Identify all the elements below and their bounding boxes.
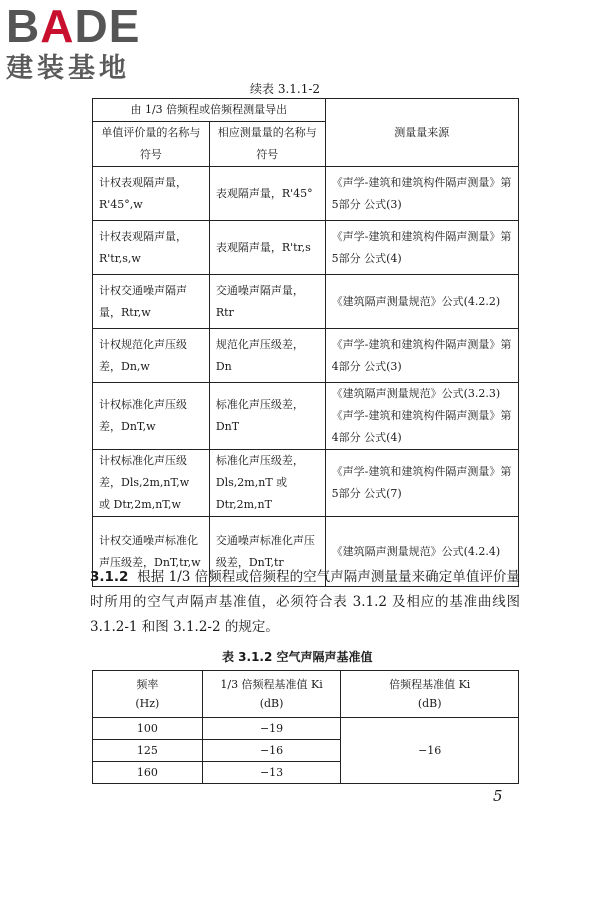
logo-accent-letter: A: [40, 0, 75, 52]
header-octave: [341, 671, 519, 718]
page-number: 5: [493, 787, 503, 805]
cell-source: 《建筑隔声测量规范》公式(4.2.4): [325, 517, 518, 587]
table-row: [93, 718, 519, 740]
table1-header-single-value: 单值评价量的名称与符号: [93, 122, 210, 167]
cell-single-value: 计权规范化声压级差，Dn,w: [93, 329, 210, 383]
header-third-octave-label: 1/3 倍频程基准值 Ki: [220, 678, 323, 691]
cell-octave-value: −16: [341, 718, 519, 784]
table-row: [93, 275, 519, 329]
cell-frequency: 160: [93, 762, 203, 784]
cell-measured: 交通噪声标准化声压级差，DnT,tr: [209, 517, 325, 587]
table1-header-source: 测量量来源: [325, 99, 518, 167]
cell-source: 《声学-建筑和建筑构件隔声测量》第5部分 公式(4): [325, 221, 518, 275]
cell-source: 《声学-建筑和建筑构件隔声测量》第5部分 公式(3): [325, 167, 518, 221]
cell-measured: 表观隔声量，R'45°: [209, 167, 325, 221]
table2-header-row: [93, 671, 519, 718]
cell-frequency: 100: [93, 718, 203, 740]
reference-values-table: [92, 670, 519, 784]
header-frequency-unit: (Hz): [135, 697, 160, 710]
cell-measured: 交通噪声隔声量，Rtr: [209, 275, 325, 329]
logo-tagline: 建装基地: [6, 53, 130, 84]
table-row: [93, 383, 519, 450]
header-third-octave-unit: (dB): [259, 697, 284, 710]
clause-number: 3.1.2: [90, 569, 129, 585]
header-octave-unit: (dB): [417, 697, 442, 710]
cell-measured: 标准化声压级差，Dls,2m,nT 或 Dtr,2m,nT: [209, 450, 325, 517]
logo-letter-b: B: [6, 0, 41, 52]
cell-source: 《建筑隔声测量规范》公式(4.2.2): [325, 275, 518, 329]
table-row: [93, 329, 519, 383]
cell-third-octave-value: −19: [202, 718, 341, 740]
cell-third-octave-value: −16: [202, 740, 341, 762]
cell-frequency: 125: [93, 740, 203, 762]
clause-paragraph: [90, 565, 520, 640]
cell-third-octave-value: −13: [202, 762, 341, 784]
cell-source: 《声学-建筑和建筑构件隔声测量》第5部分 公式(7): [325, 450, 518, 517]
table2-caption: 表 3.1.2 空气声隔声基准值: [222, 650, 373, 664]
cell-source: 《声学-建筑和建筑构件隔声测量》第4部分 公式(3): [325, 329, 518, 383]
logo-letters-de: DE: [74, 0, 141, 52]
clause-text: 根据 1/3 倍频程或倍频程的空气声隔声测量量来确定单值评价量时所用的空气声隔声基准值，必须符合表 3.1.2 及相应的基准曲线图 3.1.2-1 和图 3.1.2-2 的规定。: [90, 569, 520, 635]
table-row: [93, 450, 519, 517]
sound-insulation-table: [92, 98, 519, 587]
header-octave-label: 倍频程基准值 Ki: [389, 678, 471, 691]
cell-single-value: 计权表观隔声量，R'tr,s,w: [93, 221, 210, 275]
header-frequency-label: 频率: [136, 678, 159, 691]
cell-single-value: 计权交通噪声隔声量，Rtr,w: [93, 275, 210, 329]
cell-measured: 标准化声压级差，DnT: [209, 383, 325, 450]
table-row: [93, 221, 519, 275]
cell-single-value: 计权交通噪声标准化声压级差，DnT,tr,w: [93, 517, 210, 587]
cell-source: 《建筑隔声测量规范》公式(3.2.3) 《声学-建筑和建筑构件隔声测量》第4部分 公式(4): [325, 383, 518, 450]
cell-measured: 表观隔声量，R'tr,s: [209, 221, 325, 275]
header-frequency: [93, 671, 203, 718]
table1-group-header: 由 1/3 倍频程或倍频程测量导出: [93, 99, 326, 122]
cell-single-value: 计权表观隔声量，R'45°,w: [93, 167, 210, 221]
table-row: [93, 167, 519, 221]
header-third-octave: [202, 671, 341, 718]
cell-single-value: 计权标准化声压级差，DnT,w: [93, 383, 210, 450]
logo-wordmark: [6, 2, 140, 50]
table1-caption: 续表 3.1.1-2: [250, 82, 321, 96]
cell-single-value: 计权标准化声压级差，Dls,2m,nT,w 或 Dtr,2m,nT,w: [93, 450, 210, 517]
brand-logo: [6, 2, 140, 86]
table1-header-measured: 相应测量量的名称与符号: [209, 122, 325, 167]
cell-measured: 规范化声压级差，Dn: [209, 329, 325, 383]
